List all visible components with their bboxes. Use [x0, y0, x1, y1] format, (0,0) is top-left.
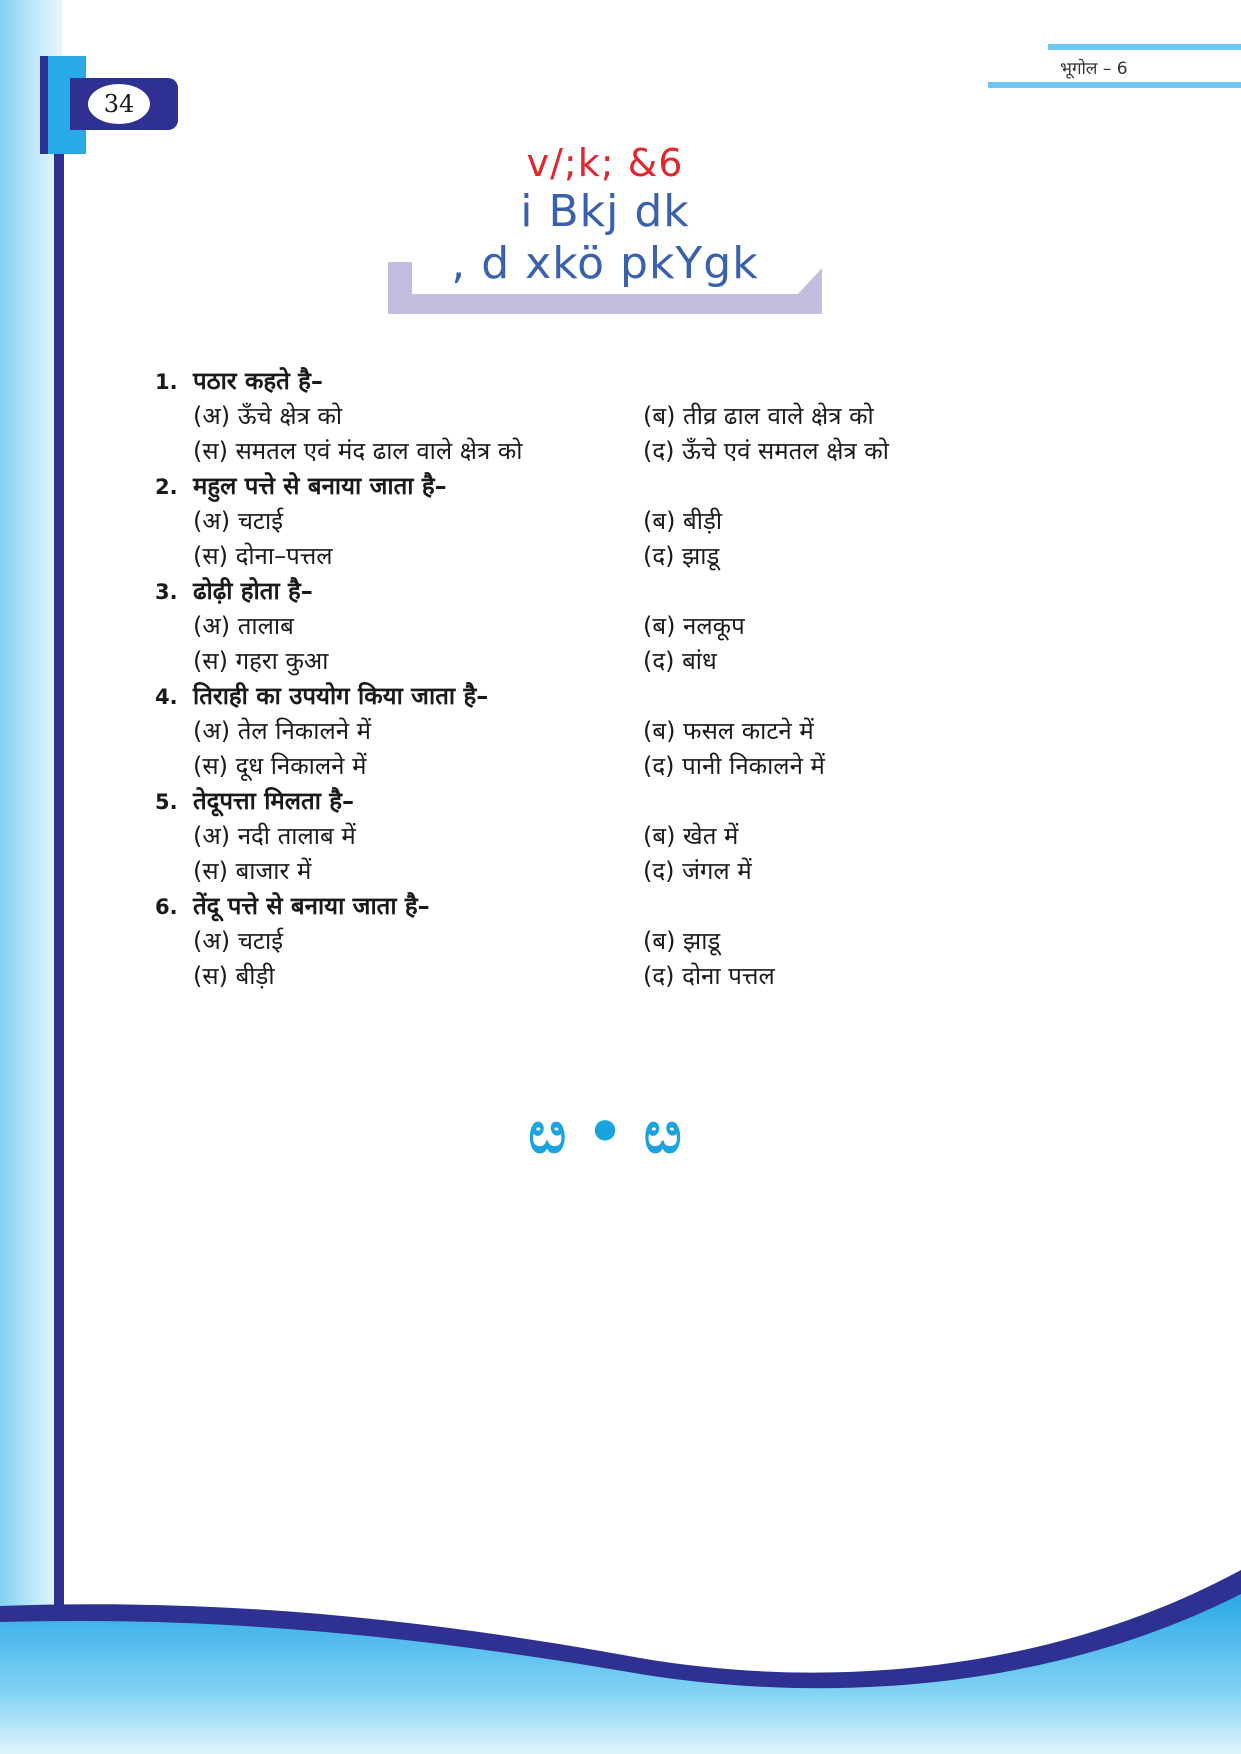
question-item — [155, 574, 1155, 679]
question-item — [155, 784, 1155, 889]
option: (द) बांध — [643, 647, 717, 675]
option-row — [155, 749, 1155, 784]
option: (स) बीड़ी — [193, 962, 275, 990]
option-row — [155, 399, 1155, 434]
question-text: 5. तेदूपत्ता मिलता है– — [155, 787, 355, 815]
option: (ब) बीड़ी — [643, 507, 723, 535]
page-number: 34 — [88, 84, 150, 124]
option: (अ) तेल निकालने में — [193, 717, 372, 745]
option: (स) बाजार में — [193, 857, 312, 885]
option-row — [155, 924, 1155, 959]
chapter-end-ornament: ೞ • ೞ — [528, 1098, 682, 1166]
option: (स) गहरा कुआ — [193, 647, 329, 675]
option: (ब) नलकूप — [643, 612, 745, 640]
option-row — [155, 609, 1155, 644]
question-list — [155, 364, 1155, 994]
option: (द) दोना पत्तल — [643, 962, 775, 990]
chapter-number: v/;k; &6 — [526, 141, 684, 185]
question-text: 6. तेंदू पत्ते से बनाया जाता है– — [155, 892, 430, 920]
option: (ब) खेत में — [643, 822, 739, 850]
option-row — [155, 504, 1155, 539]
question-item — [155, 469, 1155, 574]
option: (द) पानी निकालने में — [643, 752, 825, 780]
question-text: 1. पठार कहते है– — [155, 367, 323, 395]
option: (स) समतल एवं मंद ढाल वाले क्षेत्र को — [193, 437, 523, 465]
option: (अ) नदी तालाब में — [193, 822, 356, 850]
header-rule-top — [1048, 44, 1241, 50]
option: (स) दूध निकालने में — [193, 752, 367, 780]
option: (ब) फसल काटने में — [643, 717, 814, 745]
question-item — [155, 364, 1155, 469]
option-row — [155, 714, 1155, 749]
header-rule-bottom — [988, 82, 1241, 88]
option-row — [155, 434, 1155, 469]
option: (द) ऊँचे एवं समतल क्षेत्र को — [643, 437, 889, 465]
option-row — [155, 854, 1155, 889]
question-item — [155, 889, 1155, 994]
option: (अ) ऊँचे क्षेत्र को — [193, 402, 343, 430]
bottom-wave — [0, 1560, 1241, 1754]
question-text: 4. तिराही का उपयोग किया जाता है– — [155, 682, 489, 710]
chapter-title-line1: i Bkj dk — [520, 186, 690, 237]
option: (ब) तीव्र ढाल वाले क्षेत्र को — [643, 402, 874, 430]
option-row — [155, 644, 1155, 679]
question-item — [155, 679, 1155, 784]
option-row — [155, 819, 1155, 854]
option: (अ) तालाब — [193, 612, 294, 640]
chapter-title-line2: , d xkö pkYgk — [451, 238, 759, 289]
option: (अ) चटाई — [193, 507, 284, 535]
running-head: भूगोल – 6 — [1060, 59, 1128, 79]
option: (अ) चटाई — [193, 927, 284, 955]
option: (द) झाडू — [643, 542, 720, 570]
left-margin-rule — [54, 58, 64, 1618]
title-frame — [388, 262, 822, 314]
option: (ब) झाडू — [643, 927, 721, 955]
option: (द) जंगल में — [643, 857, 752, 885]
option-row — [155, 959, 1155, 994]
option: (स) दोना–पत्तल — [193, 542, 333, 570]
option-row — [155, 539, 1155, 574]
question-text: 3. ढोढ़ी होता है– — [155, 577, 313, 605]
question-text: 2. महुल पत्ते से बनाया जाता है– — [155, 472, 447, 500]
